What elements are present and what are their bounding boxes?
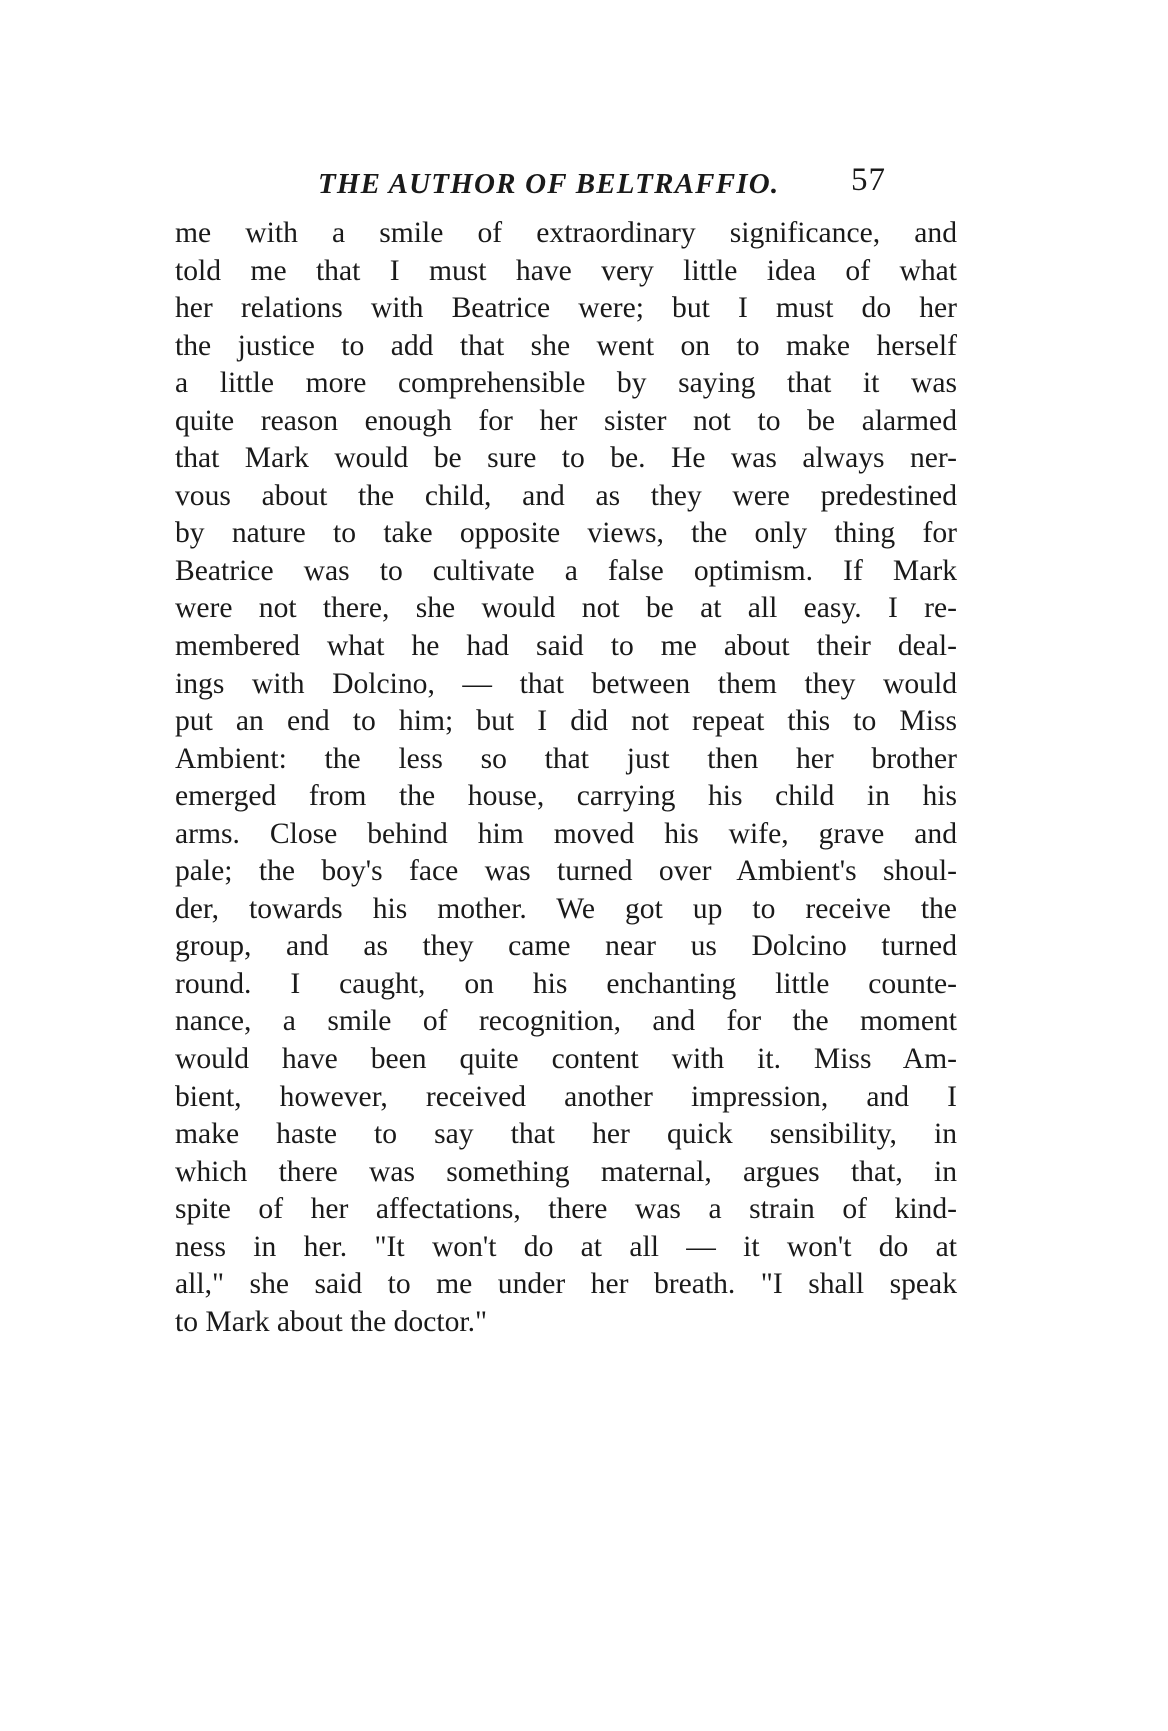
text-line: her relations with Beatrice were; but I must do her xyxy=(175,292,957,325)
text-line: der, towards his mother. We got up to receive the xyxy=(175,892,957,925)
text-line: spite of her affectations, there was a strain of kind- xyxy=(175,1193,957,1226)
text-line: Beatrice was to cultivate a false optimism. If Mark xyxy=(175,554,957,587)
text-line: membered what he had said to me about their deal- xyxy=(175,630,957,663)
text-line: make haste to say that her quick sensibility, in xyxy=(175,1118,957,1151)
text-line: pale; the boy's face was turned over Ambient's shoul- xyxy=(175,855,957,888)
text-line: the justice to add that she went on to make herself xyxy=(175,329,957,362)
text-line: by nature to take opposite views, the only thing for xyxy=(175,517,957,550)
running-title: THE AUTHOR OF BELTRAFFIO. xyxy=(318,168,780,200)
text-line: Ambient: the less so that just then her brother xyxy=(175,742,957,775)
text-line: vous about the child, and as they were predestined xyxy=(175,479,957,512)
text-line: all," she said to me under her breath. "I shall speak xyxy=(175,1268,957,1301)
text-line: that Mark would be sure to be. He was always ner- xyxy=(175,442,957,475)
text-line: quite reason enough for her sister not to be alarmed xyxy=(175,404,957,437)
text-line: emerged from the house, carrying his child in his xyxy=(175,780,957,813)
text-line: nance, a smile of recognition, and for the moment xyxy=(175,1005,957,1038)
page-header xyxy=(290,162,886,202)
text-line: me with a smile of extraordinary significance, and xyxy=(175,217,957,249)
text-line: a little more comprehensible by saying that it was xyxy=(175,367,957,400)
page-number: 57 xyxy=(851,162,886,198)
text-line: ness in her. "It won't do at all — it won't do at xyxy=(175,1230,957,1263)
text-line: put an end to him; but I did not repeat this to Miss xyxy=(175,705,957,738)
text-line: group, and as they came near us Dolcino turned xyxy=(175,930,957,963)
text-line: were not there, she would not be at all easy. I re- xyxy=(175,592,957,625)
text-line: ings with Dolcino, — that between them they would xyxy=(175,667,957,700)
text-line: which there was something maternal, argues that, in xyxy=(175,1155,957,1188)
text-line: told me that I must have very little idea of what xyxy=(175,254,957,287)
text-line: bient, however, received another impression, and I xyxy=(175,1080,957,1113)
text-line: arms. Close behind him moved his wife, grave and xyxy=(175,817,957,850)
text-line: to Mark about the doctor." xyxy=(175,1305,488,1338)
body-text xyxy=(175,215,957,1341)
text-line: would have been quite content with it. Miss Am- xyxy=(175,1043,957,1076)
text-line: round. I caught, on his enchanting little counte- xyxy=(175,967,957,1000)
